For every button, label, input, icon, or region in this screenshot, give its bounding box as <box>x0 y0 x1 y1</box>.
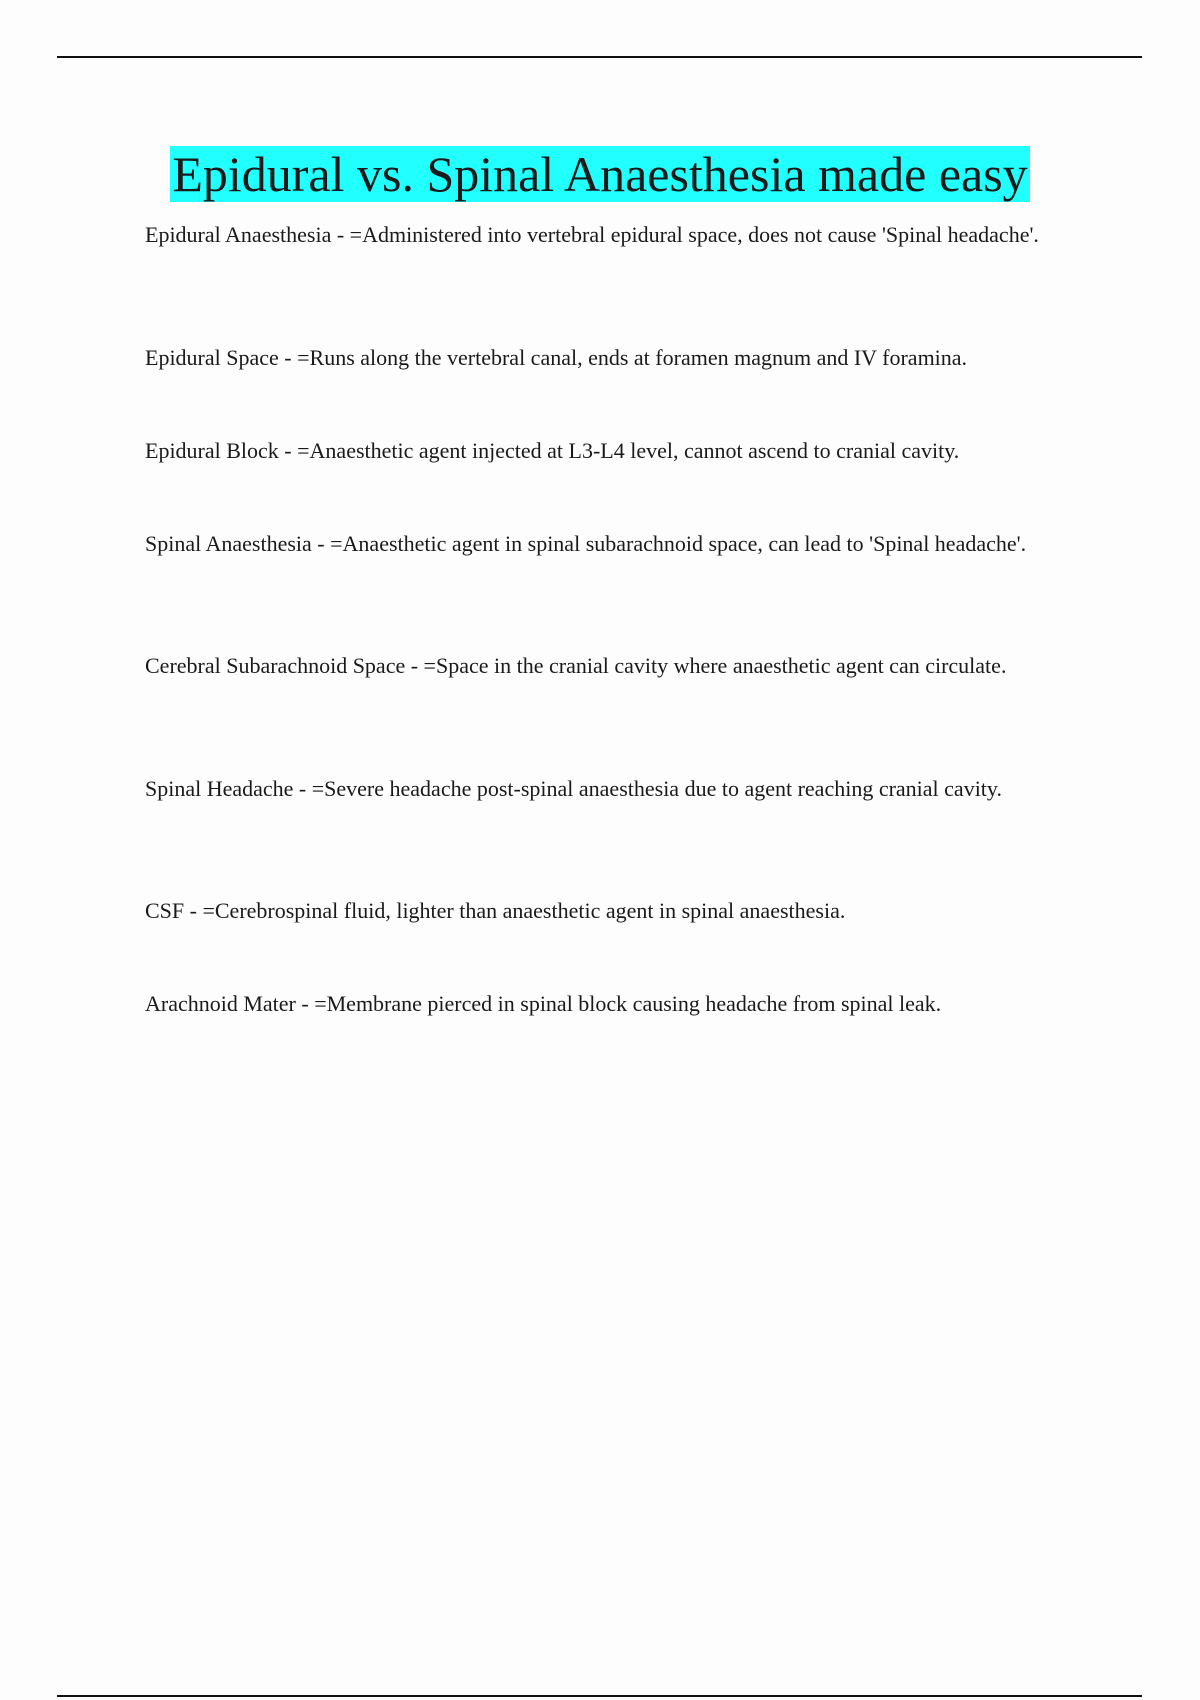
entry-csf: CSF - =Cerebrospinal fluid, lighter than anaesthetic agent in spinal anaesthesia. <box>145 898 846 923</box>
footer-rule <box>57 1695 1142 1697</box>
entry-spinal-headache: Spinal Headache - =Severe headache post-spinal anaesthesia due to agent reaching cranial cavity. <box>145 776 1002 801</box>
entry-epidural-anaesthesia: Epidural Anaesthesia - =Administered into vertebral epidural space, does not cause 'Spinal headache'. <box>145 222 1039 247</box>
entry-epidural-block: Epidural Block - =Anaesthetic agent injected at L3-L4 level, cannot ascend to cranial cavity. <box>145 438 960 463</box>
page-title: Epidural vs. Spinal Anaesthesia made easy <box>172 146 1028 202</box>
header-rule <box>57 56 1142 58</box>
entry-arachnoid-mater: Arachnoid Mater - =Membrane pierced in spinal block causing headache from spinal leak. <box>145 991 942 1016</box>
entry-epidural-space: Epidural Space - =Runs along the vertebral canal, ends at foramen magnum and IV foramina. <box>145 345 968 370</box>
entry-cerebral-subarachnoid-space: Cerebral Subarachnoid Space - =Space in the cranial cavity where anaesthetic agent can circulate. <box>145 653 1007 678</box>
entry-spinal-anaesthesia: Spinal Anaesthesia - =Anaesthetic agent in spinal subarachnoid space, can lead to 'Spinal headache'. <box>145 531 1027 556</box>
title-container <box>0 146 1200 202</box>
